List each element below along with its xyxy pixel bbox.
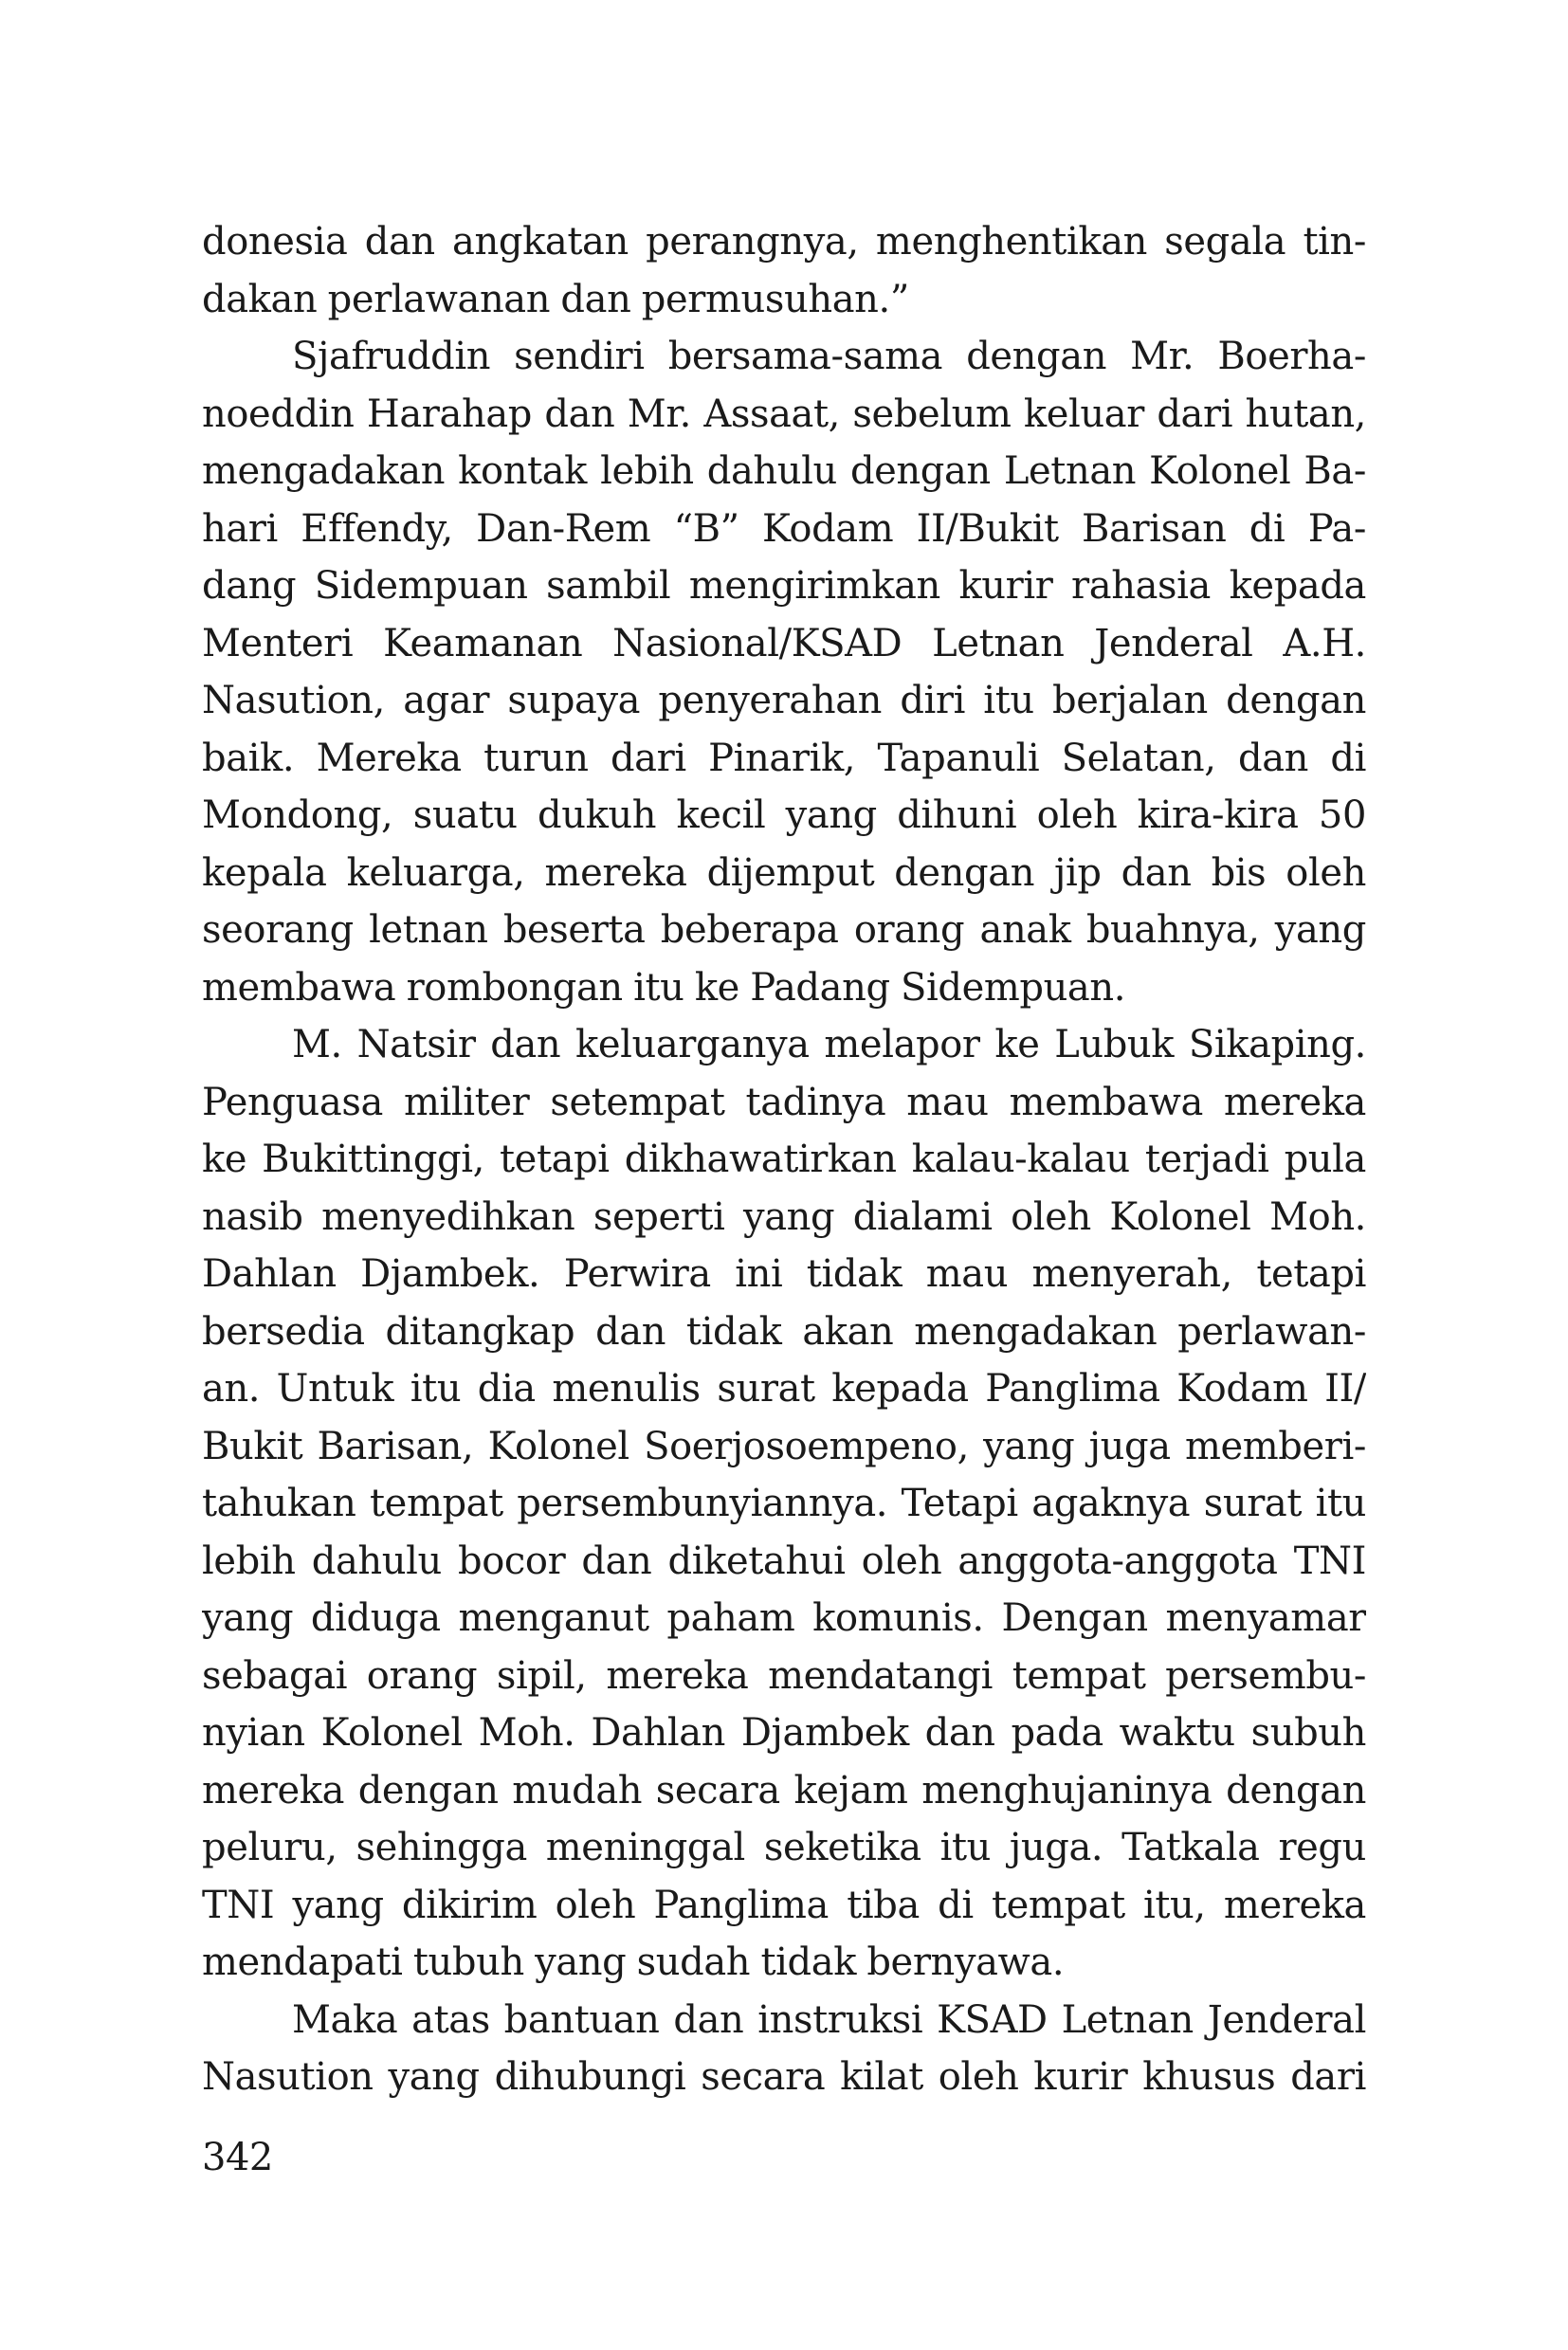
text-line: mengadakan kontak lebih dahulu dengan Letnan Kolonel Ba- bbox=[202, 449, 1366, 493]
text-line: nyian Kolonel Moh. Dahlan Djambek dan pada waktu subuh bbox=[202, 1711, 1366, 1755]
text-line: Penguasa militer setempat tadinya mau membawa mereka bbox=[202, 1080, 1366, 1124]
text-line: Bukit Barisan, Kolonel Soerjosoempeno, yang juga memberi- bbox=[202, 1424, 1366, 1468]
text-line: lebih dahulu bocor dan diketahui oleh anggota-anggota TNI bbox=[202, 1539, 1366, 1583]
text-line: yang diduga menganut paham komunis. Dengan menyamar bbox=[202, 1596, 1366, 1640]
text-line: Maka atas bantuan dan instruksi KSAD Letnan Jenderal bbox=[292, 1997, 1366, 2042]
text-line: Dahlan Djambek. Perwira ini tidak mau menyerah, tetapi bbox=[202, 1252, 1366, 1296]
text-line: an. Untuk itu dia menulis surat kepada Panglima Kodam II/ bbox=[202, 1367, 1366, 1411]
text-line: tahukan tempat persembunyiannya. Tetapi agaknya surat itu bbox=[202, 1482, 1366, 1525]
text-line: hari Effendy, Dan-Rem “B” Kodam II/Bukit Barisan di Pa- bbox=[202, 506, 1366, 551]
text-line: Nasution yang dihubungi secara kilat oleh kurir khusus dari bbox=[202, 2055, 1366, 2099]
text-line: dakan perlawanan dan permusuhan.” bbox=[202, 277, 909, 321]
text-line: sebagai orang sipil, mereka mendatangi tempat persembu- bbox=[202, 1653, 1366, 1698]
text-line: donesia dan angkatan perangnya, menghentikan segala tin- bbox=[202, 220, 1366, 264]
text-line: TNI yang dikirim oleh Panglima tiba di tempat itu, mereka bbox=[202, 1883, 1366, 1927]
page-number: 342 bbox=[202, 2136, 273, 2179]
text-line: peluru, sehingga meninggal seketika itu juga. Tatkala regu bbox=[202, 1826, 1366, 1869]
text-line: noeddin Harahap dan Mr. Assaat, sebelum keluar dari hutan, bbox=[202, 392, 1366, 436]
text-line: ke Bukittinggi, tetapi dikhawatirkan kalau-kalau terjadi pula bbox=[202, 1138, 1366, 1181]
text-line: Nasution, agar supaya penyerahan diri itu berjalan dengan bbox=[202, 679, 1366, 722]
text-line: nasib menyedihkan seperti yang dialami oleh Kolonel Moh. bbox=[202, 1194, 1366, 1239]
text-line: M. Natsir dan keluarganya melapor ke Lubuk Sikaping. bbox=[292, 1023, 1366, 1066]
body-text bbox=[202, 213, 1366, 2106]
text-line: bersedia ditangkap dan tidak akan mengadakan perlawan- bbox=[202, 1309, 1366, 1354]
text-line: Sjafruddin sendiri bersama-sama dengan Mr. Boerha- bbox=[292, 335, 1366, 378]
text-line: baik. Mereka turun dari Pinarik, Tapanuli Selatan, dan di bbox=[202, 736, 1366, 780]
text-line: seorang letnan beserta beberapa orang anak buahnya, yang bbox=[202, 908, 1366, 952]
text-line: mereka dengan mudah secara kejam menghujaninya dengan bbox=[202, 1768, 1366, 1813]
text-line: mendapati tubuh yang sudah tidak bernyawa. bbox=[202, 1940, 1065, 1984]
text-line: Menteri Keamanan Nasional/KSAD Letnan Jenderal A.H. bbox=[202, 621, 1366, 665]
text-line: membawa rombongan itu ke Padang Sidempuan. bbox=[202, 965, 1126, 1010]
text-line: kepala keluarga, mereka dijemput dengan jip dan bis oleh bbox=[202, 850, 1366, 895]
text-line: Mondong, suatu dukuh kecil yang dihuni oleh kira-kira 50 bbox=[202, 793, 1366, 837]
text-line: dang Sidempuan sambil mengirimkan kurir rahasia kepada bbox=[202, 564, 1366, 608]
